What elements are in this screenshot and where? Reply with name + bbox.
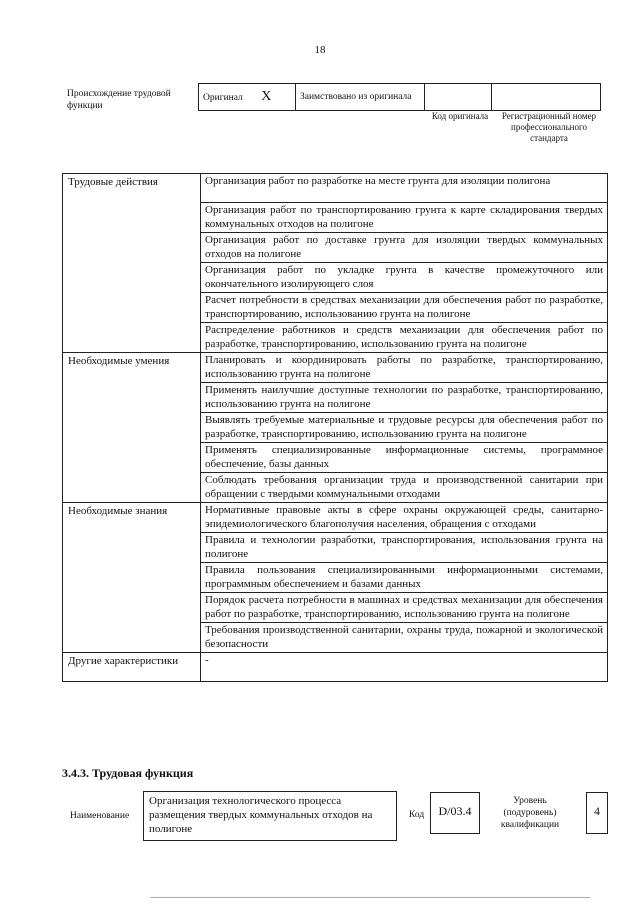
item-text: - bbox=[201, 653, 608, 682]
section-heading: 3.4.3. Трудовая функция bbox=[62, 766, 194, 780]
original-cell bbox=[199, 84, 296, 111]
table-row bbox=[63, 353, 608, 383]
level-label: Уровень (подуровень) квалификации bbox=[500, 796, 560, 830]
code-value: D/03.4 bbox=[438, 804, 472, 818]
page-number: 18 bbox=[314, 44, 326, 56]
original-mark: X bbox=[261, 89, 272, 104]
code-caption: Код оригинала bbox=[431, 111, 489, 121]
original-code-cell bbox=[425, 84, 492, 111]
table-row bbox=[63, 503, 608, 533]
code-box bbox=[430, 792, 480, 834]
item-text: Нормативные правовые акты в сфере охраны окружающей среды, санитарно-эпидемиологического благополучия населения, обращения с отходами bbox=[201, 503, 608, 533]
item-text: Организация работ по доставке грунта для изоляции твердых коммунальных отходов на полигоне bbox=[201, 233, 608, 263]
borrowed-label: Заимствовано из оригинала bbox=[300, 91, 412, 102]
code-label: Код bbox=[409, 810, 425, 820]
item-text: Распределение работников и средств механизации для обеспечения работ по разработке, транспортированию, использованию грунта на полигоне bbox=[201, 323, 608, 353]
labor-function-table bbox=[62, 173, 608, 682]
item-text: Применять наилучшие доступные технологии по разработке, транспортированию, использованию грунта на полигоне bbox=[201, 383, 608, 413]
item-text: Применять специализированные информационные системы, программное обеспечение, базы данных bbox=[201, 443, 608, 473]
item-text: Правила и технологии разработки, транспортирования, использования грунта на полигоне bbox=[201, 533, 608, 563]
item-text: Организация работ по укладке грунта в качестве промежуточного или окончательного изолирующего слоя bbox=[201, 263, 608, 293]
item-text: Организация работ по транспортированию грунта к карте складирования твердых коммунальных отходов на полигоне bbox=[201, 203, 608, 233]
item-text: Правила пользования специализированными информационными системами, программным обеспечением и базами данных bbox=[201, 563, 608, 593]
page-bottom-rule bbox=[150, 897, 590, 898]
function-name-box bbox=[143, 791, 397, 841]
item-text: Требования производственной санитарии, охраны труда, пожарной и экологической безопасности bbox=[201, 623, 608, 653]
name-label: Наименование bbox=[70, 811, 130, 821]
item-text: Выявлять требуемые материальные и трудовые ресурсы для обеспечения работ по разработке, транспортированию, использованию грунта на полигоне bbox=[201, 413, 608, 443]
item-text: Планировать и координировать работы по разработке, транспортированию, использованию грунта на полигоне bbox=[201, 353, 608, 383]
category-label: Другие характеристики bbox=[63, 653, 201, 682]
origin-label: Происхождение трудовой функции bbox=[67, 89, 171, 111]
item-text: Расчет потребности в средствах механизации для обеспечения работ по разработке, транспортированию, использованию грунта на полигоне bbox=[201, 293, 608, 323]
borrowed-cell bbox=[296, 84, 425, 111]
category-label: Необходимые умения bbox=[63, 353, 201, 503]
registration-caption: Регистрационный номер профессионального стандарта bbox=[501, 111, 597, 143]
table-row bbox=[63, 174, 608, 203]
item-text: Соблюдать требования организации труда и производственной санитарии при обращении с твердыми коммунальными отходами bbox=[201, 473, 608, 503]
origin-table bbox=[198, 83, 601, 111]
level-box bbox=[586, 792, 608, 834]
category-label: Необходимые знания bbox=[63, 503, 201, 653]
level-value: 4 bbox=[594, 804, 600, 818]
function-name: Организация технологического процесса размещения твердых коммунальных отходов на полигоне bbox=[149, 795, 373, 835]
original-label: Оригинал bbox=[203, 93, 243, 103]
table-row bbox=[63, 653, 608, 682]
item-text: Порядок расчета потребности в машинах и средствах механизации для обеспечения работ по разработке, транспортированию, использованию грунта на полигоне bbox=[201, 593, 608, 623]
registration-number-cell bbox=[492, 84, 601, 111]
item-text: Организация работ по разработке на месте грунта для изоляции полигона bbox=[201, 174, 608, 203]
category-label: Трудовые действия bbox=[63, 174, 201, 353]
